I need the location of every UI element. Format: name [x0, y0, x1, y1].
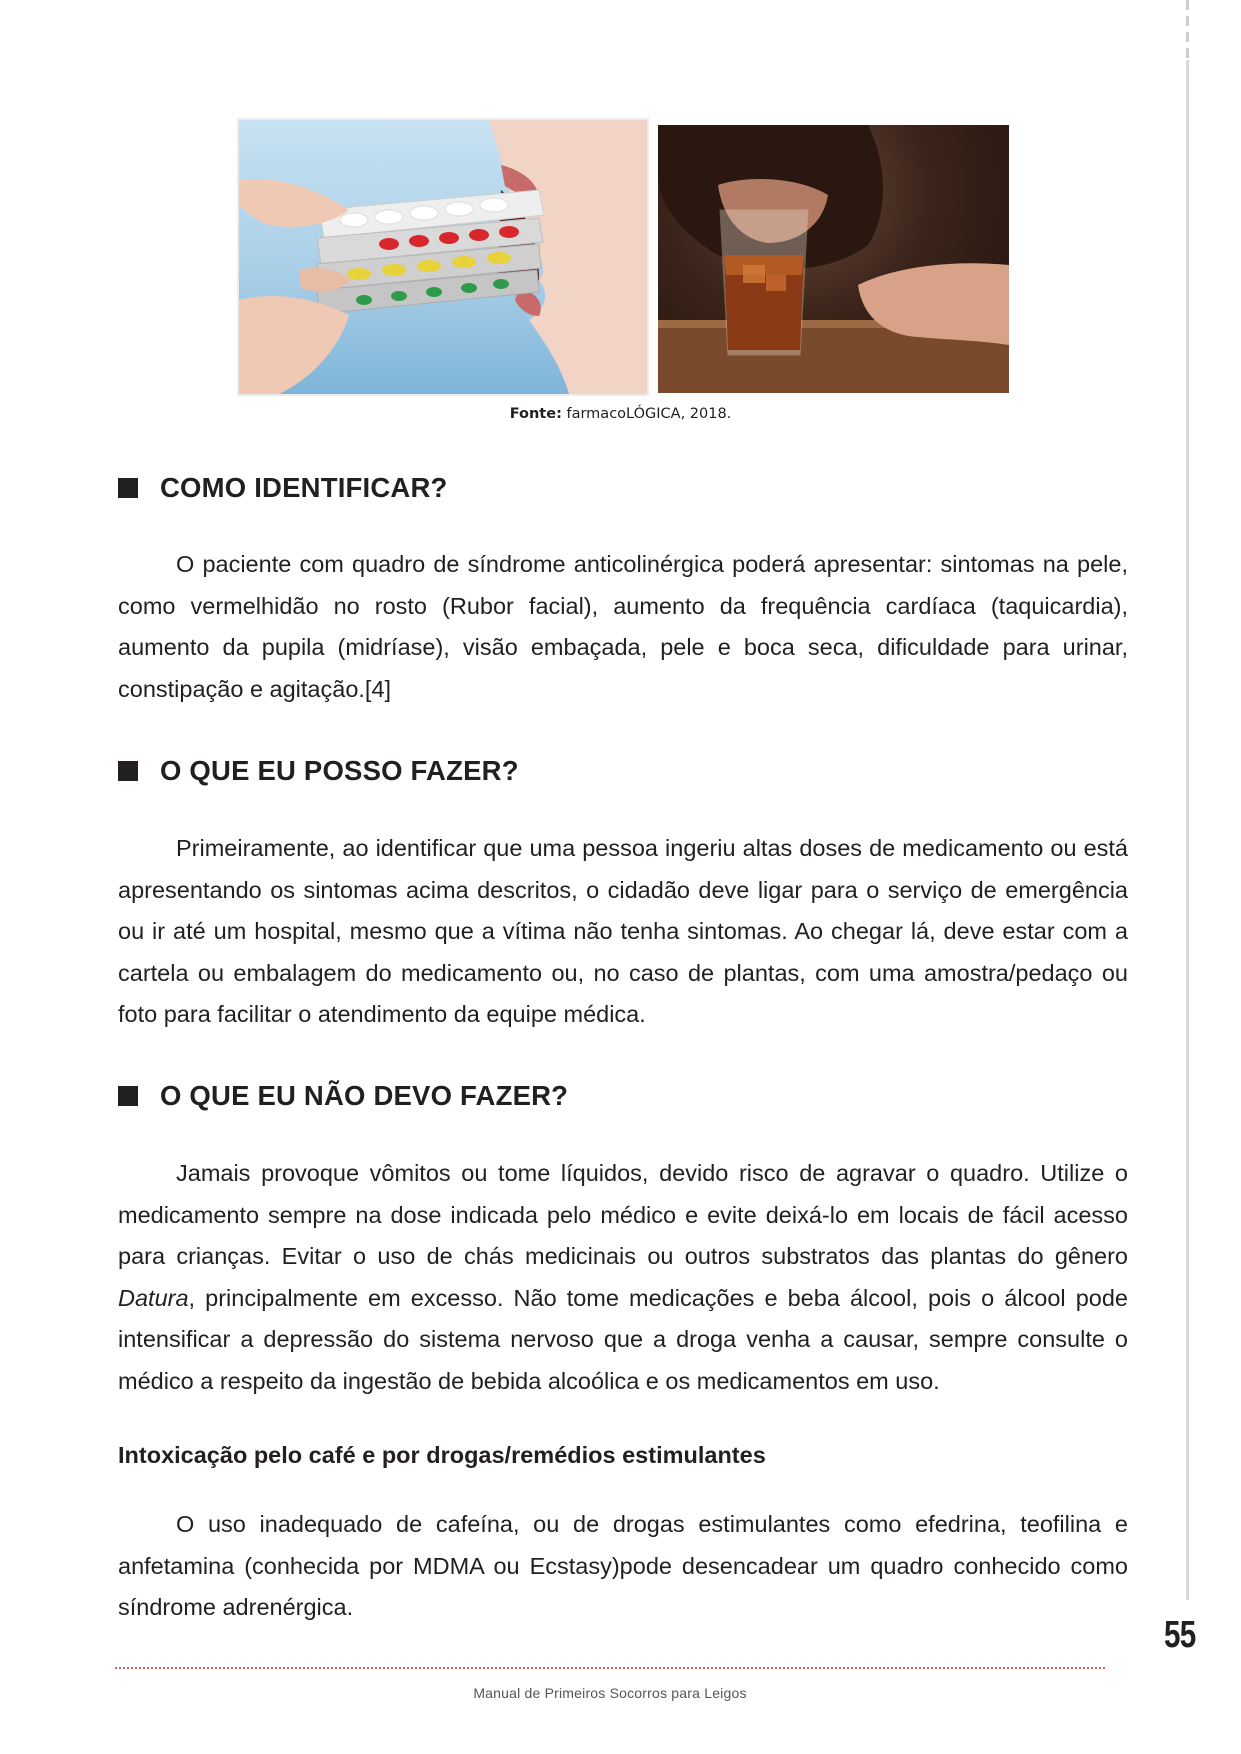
caption-source: farmacoLÓGICA, 2018. — [561, 406, 732, 422]
section-heading-o-que-posso-fazer — [118, 751, 519, 791]
footer-title: Manual de Primeiros Socorros para Leigos — [473, 1685, 747, 1701]
square-bullet-icon — [118, 478, 138, 498]
right-margin-rule-dashes — [1186, 0, 1189, 60]
paragraph-text: Jamais provoque vômitos ou tome líquidos, devido risco de agravar o quadro. Utilize o medicamento sempre na dose indicada pelo médico e evite deixá-lo em locais de fácil acesso para crianças. Evitar o uso de chás medicinais ou outros substratos das plantas do gênero — [118, 1160, 1128, 1270]
section-paragraph: O paciente com quadro de síndrome anticolinérgica poderá apresentar: sintomas na pele, como vermelhidão no rosto (Rubor facial), aumento da frequência cardíaca (taquicardia), aumento da pupila (midríase), visão embaçada, pele e boca seca, dificuldade para urinar, constipação e agitação.[4] — [118, 551, 1128, 702]
subsection-paragraph: O uso inadequado de cafeína, ou de drogas estimulantes como efedrina, teofilina e anfetamina (conhecida por MDMA ou Ecstasy)pode desencadear um quadro conhecido como síndrome adrenérgica. — [118, 1511, 1128, 1621]
caption-label: Fonte: — [509, 406, 562, 422]
section-paragraph — [118, 1153, 1128, 1403]
section-heading-o-que-nao-devo-fazer — [118, 1076, 568, 1116]
pills-illustration — [239, 120, 647, 394]
figure — [237, 118, 1009, 400]
page-number: 55 — [1164, 1614, 1196, 1656]
paragraph-italic-term: Datura — [118, 1284, 189, 1311]
section-title: COMO IDENTIFICAR? — [160, 472, 448, 503]
paragraph-text: , principalmente em excesso. Não tome medicações e beba álcool, pois o álcool pode intensificar a depressão do sistema nervoso que a droga venha a causar, sempre consulte o médico a respeito da ingestão de bebida alcoólica e os medicamentos em uso. — [118, 1284, 1128, 1394]
square-bullet-icon — [118, 761, 138, 781]
photo-pills-in-mouth — [237, 118, 649, 396]
right-margin-rule — [1186, 0, 1189, 1600]
figure-caption — [0, 406, 1241, 422]
section-title: O QUE EU POSSO FAZER? — [160, 755, 519, 786]
section-paragraph: Primeiramente, ao identificar que uma pessoa ingeriu altas doses de medicamento ou está apresentando os sintomas acima descritos, o cidadão deve ligar para o serviço de emergência ou ir até um hospital, mesmo que a vítima não tenha sintomas. Ao chegar lá, deve estar com a cartela ou embalagem do medicamento ou, no caso de plantas, com uma amostra/pedaço ou foto para facilitar o atendimento da equipe médica. — [118, 835, 1128, 1028]
square-bullet-icon — [118, 1086, 138, 1106]
footer-divider — [115, 1667, 1105, 1669]
subsection-heading: Intoxicação pelo café e por drogas/remédios estimulantes — [118, 1442, 766, 1468]
photo-person-with-drink — [658, 125, 1009, 393]
section-title: O QUE EU NÃO DEVO FAZER? — [160, 1080, 569, 1111]
drink-illustration — [658, 125, 1009, 393]
section-heading-como-identificar — [118, 468, 448, 508]
